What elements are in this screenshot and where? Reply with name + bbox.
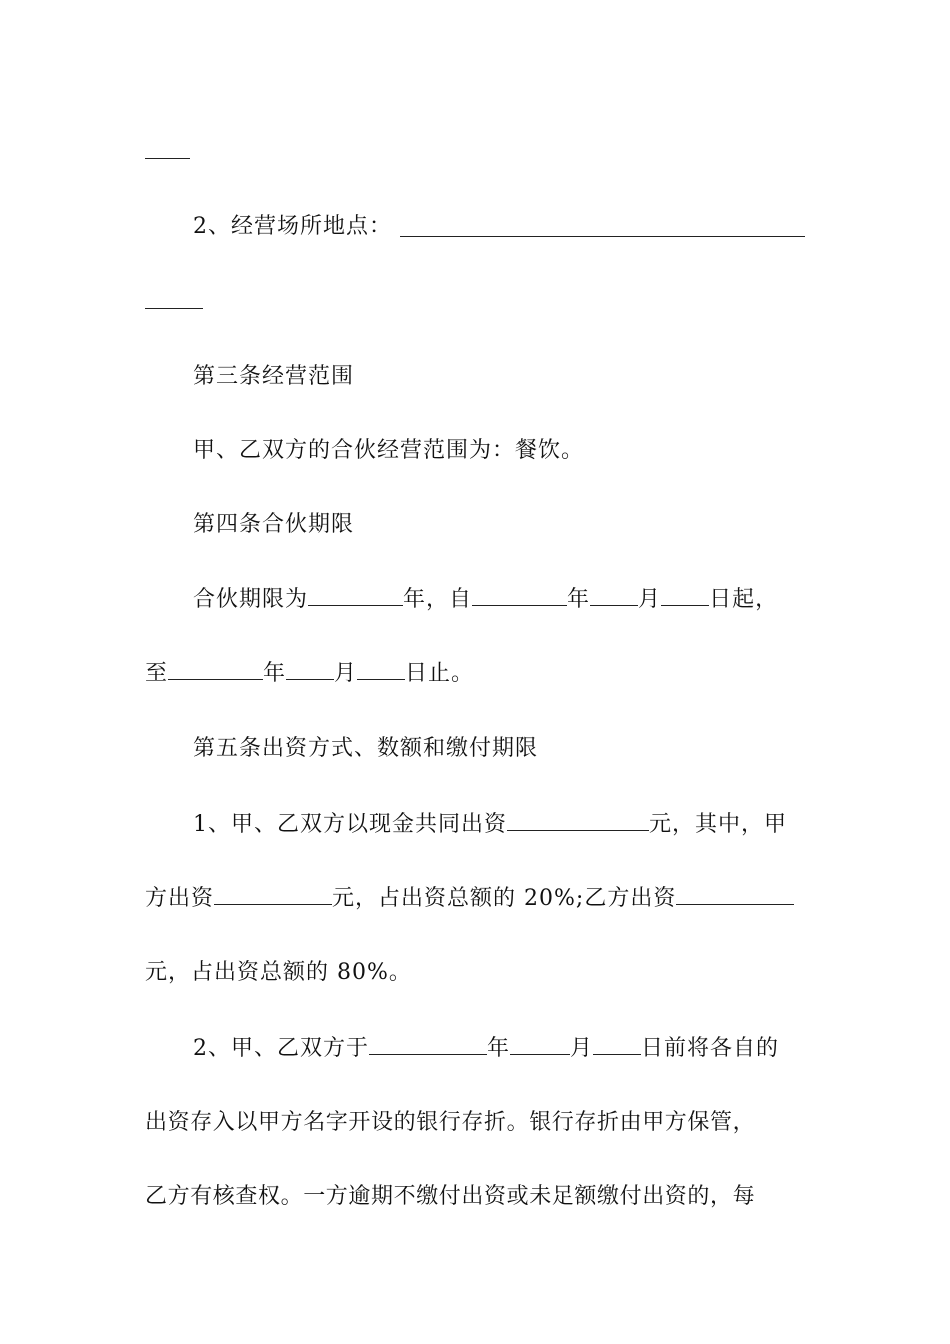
article-3-body — [193, 436, 810, 466]
end-day-blank — [357, 659, 405, 680]
article-5-title — [193, 734, 810, 764]
dep-1-b: 年 — [487, 1036, 511, 1061]
deposit-line-3 — [145, 1182, 810, 1212]
venue-label: 2、经营场所地点： — [193, 214, 392, 239]
capital-line-2 — [145, 884, 810, 914]
article-4-title — [193, 510, 810, 540]
start-month-blank — [590, 585, 638, 606]
deposit-line-2 — [145, 1108, 810, 1138]
dep-1-c: 月 — [570, 1036, 594, 1061]
dep-1-a: 2、甲、乙双方于 — [193, 1036, 369, 1061]
start-day-blank — [661, 585, 709, 606]
article-5-title-text: 第五条出资方式、数额和缴付期限 — [193, 736, 539, 761]
cap-1-b: 元，其中，甲 — [649, 812, 788, 837]
article-3-body-text: 甲、乙双方的合伙经营范围为：餐饮。 — [193, 438, 585, 463]
term-2-a: 至 — [145, 661, 169, 686]
term-1-c: 年 — [567, 587, 591, 612]
term-2-b: 年 — [263, 661, 287, 686]
capital-line-1 — [193, 810, 810, 840]
term-1-a: 合伙期限为 — [193, 587, 309, 612]
article-3-title-text: 第三条经营范围 — [193, 364, 355, 389]
deposit-line-1 — [193, 1034, 810, 1064]
venue-blank — [400, 236, 805, 237]
term-1-b: 年，自 — [403, 587, 473, 612]
cap-1-a: 1、甲、乙双方以现金共同出资 — [193, 812, 507, 837]
cap-2-a: 方出资 — [145, 886, 215, 911]
cap-3: 元，占出资总额的 80%。 — [145, 960, 412, 985]
party-b-capital-blank — [676, 884, 794, 905]
start-year-blank — [472, 585, 567, 606]
venue-line — [193, 212, 810, 242]
term-line-2 — [145, 659, 810, 689]
term-line-1 — [193, 585, 810, 615]
article-4-title-text: 第四条合伙期限 — [193, 512, 355, 537]
blank-rule-top — [145, 158, 190, 159]
venue-blank-cont — [145, 308, 203, 309]
term-1-e: 日起， — [709, 587, 779, 612]
article-3-title — [193, 362, 810, 392]
end-month-blank — [286, 659, 334, 680]
term-2-d: 日止。 — [405, 661, 475, 686]
total-capital-blank — [507, 810, 649, 831]
capital-line-3 — [145, 958, 810, 988]
cap-2-b: 元，占出资总额的 20%;乙方出资 — [332, 886, 677, 911]
deposit-year-blank — [369, 1034, 487, 1055]
term-years-blank — [308, 585, 403, 606]
party-a-capital-blank — [214, 884, 332, 905]
deposit-month-blank — [510, 1034, 570, 1055]
term-2-c: 月 — [334, 661, 358, 686]
dep-2: 出资存入以甲方名字开设的银行存折。银行存折由甲方保管， — [145, 1110, 756, 1135]
dep-3: 乙方有核查权。一方逾期不缴付出资或未足额缴付出资的，每 — [145, 1184, 756, 1209]
end-year-blank — [168, 659, 263, 680]
term-1-d: 月 — [638, 587, 662, 612]
deposit-day-blank — [593, 1034, 641, 1055]
dep-1-d: 日前将各自的 — [641, 1036, 780, 1061]
